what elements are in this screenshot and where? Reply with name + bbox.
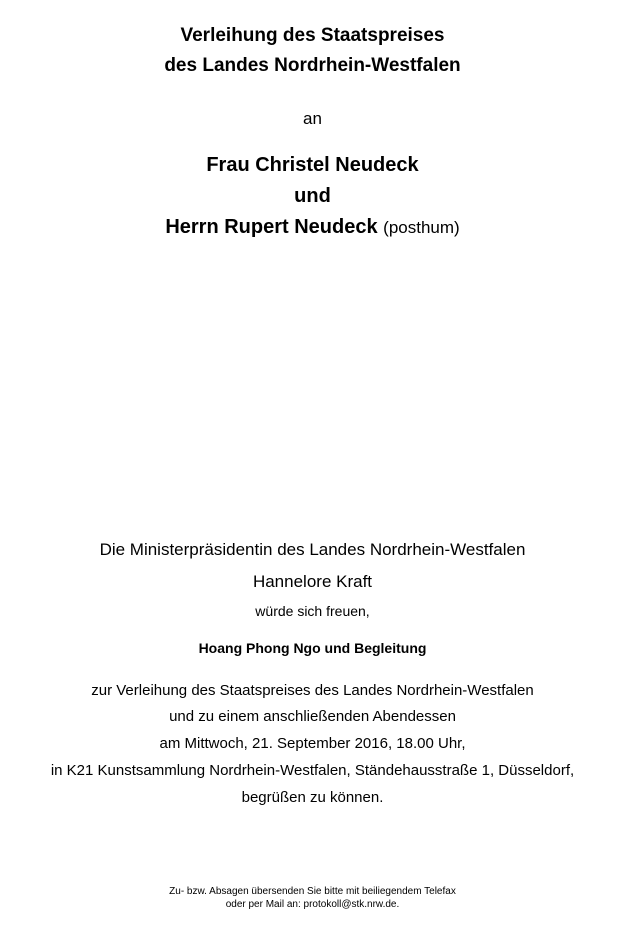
body-line-2: und zu einem anschließenden Abendessen — [169, 708, 456, 725]
body-line-1: zur Verleihung des Staatspreises des Landes Nordrhein-Westfalen — [91, 682, 534, 699]
body-line-5: begrüßen zu können. — [241, 789, 384, 806]
host-phrase: würde sich freuen, — [255, 603, 370, 619]
footer-line-2: oder per Mail an: protokoll@stk.nrw.de. — [225, 899, 400, 910]
host-name: Hannelore Kraft — [252, 572, 373, 591]
recipient-suffix: (posthum) — [383, 218, 460, 237]
recipient-name: Herrn Rupert Neudeck — [165, 216, 378, 238]
body-line-4: in K21 Kunstsammlung Nordrhein-Westfalen, Ständehausstraße 1, Düsseldorf, — [50, 762, 575, 779]
connector-text: an — [303, 109, 322, 128]
recipient-line-3 — [0, 215, 625, 240]
body-line-3: am Mittwoch, 21. September 2016, 18.00 Uhr, — [159, 735, 466, 752]
footer-line-1: Zu- bzw. Absagen übersenden Sie bitte mit beiliegendem Telefax — [169, 886, 456, 897]
title-line-2: des Landes Nordrhein-Westfalen — [164, 55, 461, 76]
guest-name: Hoang Phong Ngo und Begleitung — [198, 640, 427, 656]
host-title: Die Ministerpräsidentin des Landes Nordrhein-Westfalen — [99, 540, 526, 559]
title-line-1: Verleihung des Staatspreises — [180, 25, 445, 46]
recipient-line-2: und — [294, 185, 331, 207]
recipient-line-1: Frau Christel Neudeck — [206, 154, 419, 176]
